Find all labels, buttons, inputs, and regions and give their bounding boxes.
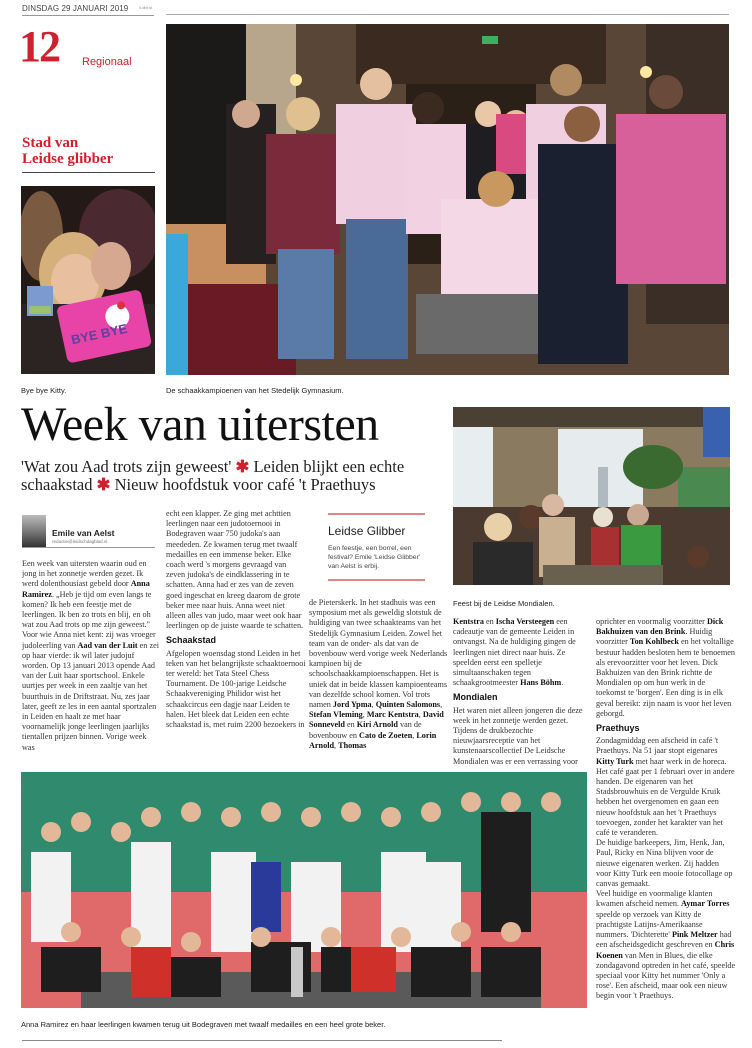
photo-chess-champions	[166, 24, 729, 375]
bold-name: Thomas	[338, 740, 367, 750]
bold-name: Quinten Salomons	[375, 700, 441, 710]
article-col-2	[166, 509, 306, 730]
bold-name: Marc Kentstra	[366, 710, 419, 720]
subhead	[21, 458, 441, 494]
bold-name: Kiri Arnold	[356, 720, 398, 730]
subhead-part-2: Leiden blijkt een echte schaakstad	[21, 457, 405, 494]
paragraph: De huidige barkeepers, Jim, Henk, Jan, Paul, Ricky en Nina blijven voor de nieuwe eigenaren werken. Zij hadden voor Kitty Turk een mooie fotocollage op canvas gemaakt.	[596, 838, 733, 889]
bold-name: Hans Böhm	[520, 678, 562, 688]
article-col-4	[453, 617, 593, 767]
column-title-line2: Leidse glibber	[22, 151, 114, 167]
infobox-rule-bottom	[328, 579, 425, 581]
subhead-part-1: 'Wat zou Aad trots zijn geweest'	[21, 457, 232, 476]
bold-name: Stefan Vleming	[309, 710, 363, 720]
bold-name: Jord Ypma	[332, 700, 372, 710]
caption-mondialen: Feest bij de Leidse Mondialen.	[453, 599, 555, 608]
photo-kitty	[21, 186, 155, 374]
site-label: li.dbt.nl	[139, 5, 152, 10]
bold-name: Pink Meltzer	[671, 930, 718, 940]
column-title	[22, 135, 113, 167]
bold-name: David Sonneveld	[309, 710, 444, 730]
infobox-text: Een feestje, een borrel, een festival? Emile 'Leidse Glibber' van Aelst is erbij.	[328, 545, 421, 570]
author-rule	[22, 547, 155, 548]
infobox-rule-top	[328, 513, 425, 515]
bold-name: Chris Koenen	[596, 940, 735, 960]
rich-text: Veel huidige en voormalige klanten kwamen afscheid nemen. Aymar Torres speelde op verzoek van Kitty de prachtigste Latijns-Amerikaanse nummers. 'Dichterette' Pink Meltzer had een afscheidsgedicht geschreven en Chris Koenen van Men in Blues, die elke zondagavond optreden in het café, speelde speciaal voor Kitty het nummer 'Only a rose'. Een afscheid, maar ook een nieuw begin voor 't Praethuys.	[596, 889, 736, 1001]
caption-kitty: Bye bye Kitty.	[21, 386, 67, 395]
bold-name: Lorin Arnold	[309, 730, 437, 750]
infobox	[328, 513, 425, 581]
rich-text: de Pieterskerk. In het stadhuis was een symposium met als geweldig slotstuk de huldiging van twee schaakteams van het Stedelijk Gymnasium Leiden. Zowel het team van de onder- als dat van de bovenbouw werd vorige week Nederlands kampioen bij de schoolschaakkampioenschappen. Het is uniek dat in beide klassen kampioenteams van dezelfde school komen. Vol trots namen Jord Ypma, Quinten Salomons, Stefan Vleming, Marc Kentstra, David Sonneveld en Kiri Arnold van de bovenbouw en Cato de Zoeten, Lorin Arnold, Thomas	[309, 598, 448, 750]
column-rule	[22, 172, 155, 173]
rich-text: Een week van uitersten waarin oud en jong in het zonnetje werden gezet. Ik werd dolenthousiast gebeld door Anna Ramirez. „Heb je tijd om even langs te komen? Ik heb een feestje met de leerlingen. Ik ben zo trots en blij, en oh wat zou Aad trots op me zijn geweest." Voor wie Anna niet kent: zij was vroeger judoleerling van Aad van der Luit en zei op haar vierde: ik wil later judojuf worden. Op 13 januari 2013 opende Aad van der Luit haar sportschool. Enkele uurtjes per week in een zaaltje van het buurthuis in de Driftstraat. Nu, zes jaar later, geeft ze les in een aantal sportzalen in Leiden en haalt ze met haar voornamelijk jonge leerlingen jaarlijks tientallen prijzen binnen. Vorige week was	[22, 559, 159, 752]
bold-name: Dick Bakhuizen van den Brink	[596, 617, 724, 637]
bold-name: Cato de Zoeten	[359, 730, 413, 740]
asterisk-icon: ✱	[235, 457, 250, 476]
bold-name: Aad van der Luit	[77, 640, 138, 650]
page-number: 12	[19, 22, 59, 71]
headline: Week van uitersten	[21, 398, 379, 451]
author-name: Emile van Aelst	[52, 528, 115, 538]
asterisk-icon: ✱	[96, 475, 111, 494]
bold-name: Anna Ramirez	[22, 579, 150, 599]
subheading-praethuys: Praethuys	[596, 723, 640, 734]
article-col-1	[22, 559, 160, 753]
footer-rule	[22, 1040, 502, 1041]
bold-name: Kitty Turk	[596, 756, 634, 766]
rich-text: Kentstra en Ischa Versteegen een cadeautje van de gemeente Leiden in ontvangst. Na de huldiging gingen de leerlingen niet direct naar huis. Ze speelden eerst een spelletje simultaanschaken tegen schaakgrootmeester Hans Böhm.	[453, 617, 576, 688]
column-title-line1: Stad van	[22, 135, 79, 151]
section-label: Regionaal	[82, 56, 132, 68]
sign-text: BYE BYE	[69, 320, 129, 348]
bold-name: Kentstra	[453, 617, 484, 626]
subheading-schaakstad: Schaakstad	[166, 635, 217, 646]
paragraph: Afgelopen woensdag stond Leiden in het teken van het belangrijkste schaaktoernooi ter wereld: het Tata Steel Chess Tournament. De 100-jarige Leidsche Schaakvereniging Philidor wist het schaakcircus een dagje naar Leiden te halen. Het bleek dat Leiden een echte schaakstad is, met ruim 2200 bezoekers in	[166, 648, 306, 730]
rich-text: Zondagmiddag een afscheid in café 't Praethuys. Na 51 jaar stopt eigenares Kitty Turk met haar werk in de horeca. Het café gaat per 1 februari over in andere handen. De eigenaren van het Stadsbrouwhuis en de Vergulde Kruik hebben het overgenomen en gaan een nieuw hoofdstuk aan het 't Praethuys toevoegen, zonder het karakter van het café te veranderen.	[596, 736, 735, 838]
caption-chess: De schaakkampioenen van het Stedelijk Gymnasium.	[166, 386, 344, 395]
subheading-mondialen: Mondialen	[453, 692, 498, 703]
photo-judo	[21, 772, 587, 1008]
issue-date: DINSDAG 29 JANUARI 2019	[22, 4, 129, 13]
bold-name: Ischa Versteegen	[495, 617, 555, 626]
author-avatar	[22, 515, 46, 547]
paragraph: Het waren niet alleen jongeren die deze week in het zonnetje werden gezet. Tijdens de drukbezochte nieuwjaarsreceptie van het kunstenaarscollectief De Leidsche Mondialen was er een verrassing voor	[453, 705, 583, 766]
subhead-part-3: Nieuw hoofdstuk voor café 't Praethuys	[114, 475, 376, 494]
infobox-title: Leidse Glibber	[328, 524, 406, 538]
rich-text: oprichter en voormalig voorzitter Dick Bakhuizen van den Brink. Huidig voorzitter Ton Kohlbeck en het voltallige bestuur hadden besloten hem te benoemen als erevoorzitter voor het leven. Dick Bakhuizen van den Brink richtte de Mondialen op om hun werk in de toekomst te 'borgen'. Een ding is in elk geval bereikt: zijn naam is voor het leven geborgd.	[596, 617, 735, 718]
bold-name: Ton Kohlbeck	[629, 637, 679, 647]
bold-name: Aymar Torres	[681, 899, 730, 909]
article-col-3	[309, 598, 449, 751]
header-rule	[166, 14, 729, 15]
paragraph: echt een klapper. Ze ging met achttien leerlingen naar een judotoernooi in Bodegraven waar 750 judoka's aan meededen. Ze kwamen terug met twaalf medailles en een immense beker. Elke coach werd 's morgens gevraagd van zeven judoka's de eindklassering in te schatten. Anna had er zes van de zeven goed ingeschat en kreeg daarom de grote beker mee naar huis. Anna weet niet alleen alles van judo, maar weet ook haar leerlingen op de juiste waarde te schatten.	[166, 509, 304, 631]
author-email: redactie@leidschdagblad.nl	[52, 539, 108, 544]
page-header	[22, 3, 154, 16]
photo-mondialen	[453, 407, 730, 585]
article-col-5	[596, 617, 736, 1002]
caption-judo: Anna Ramirez en haar leerlingen kwamen terug uit Bodegraven met twaalf medailles en een heel grote beker.	[21, 1020, 386, 1029]
